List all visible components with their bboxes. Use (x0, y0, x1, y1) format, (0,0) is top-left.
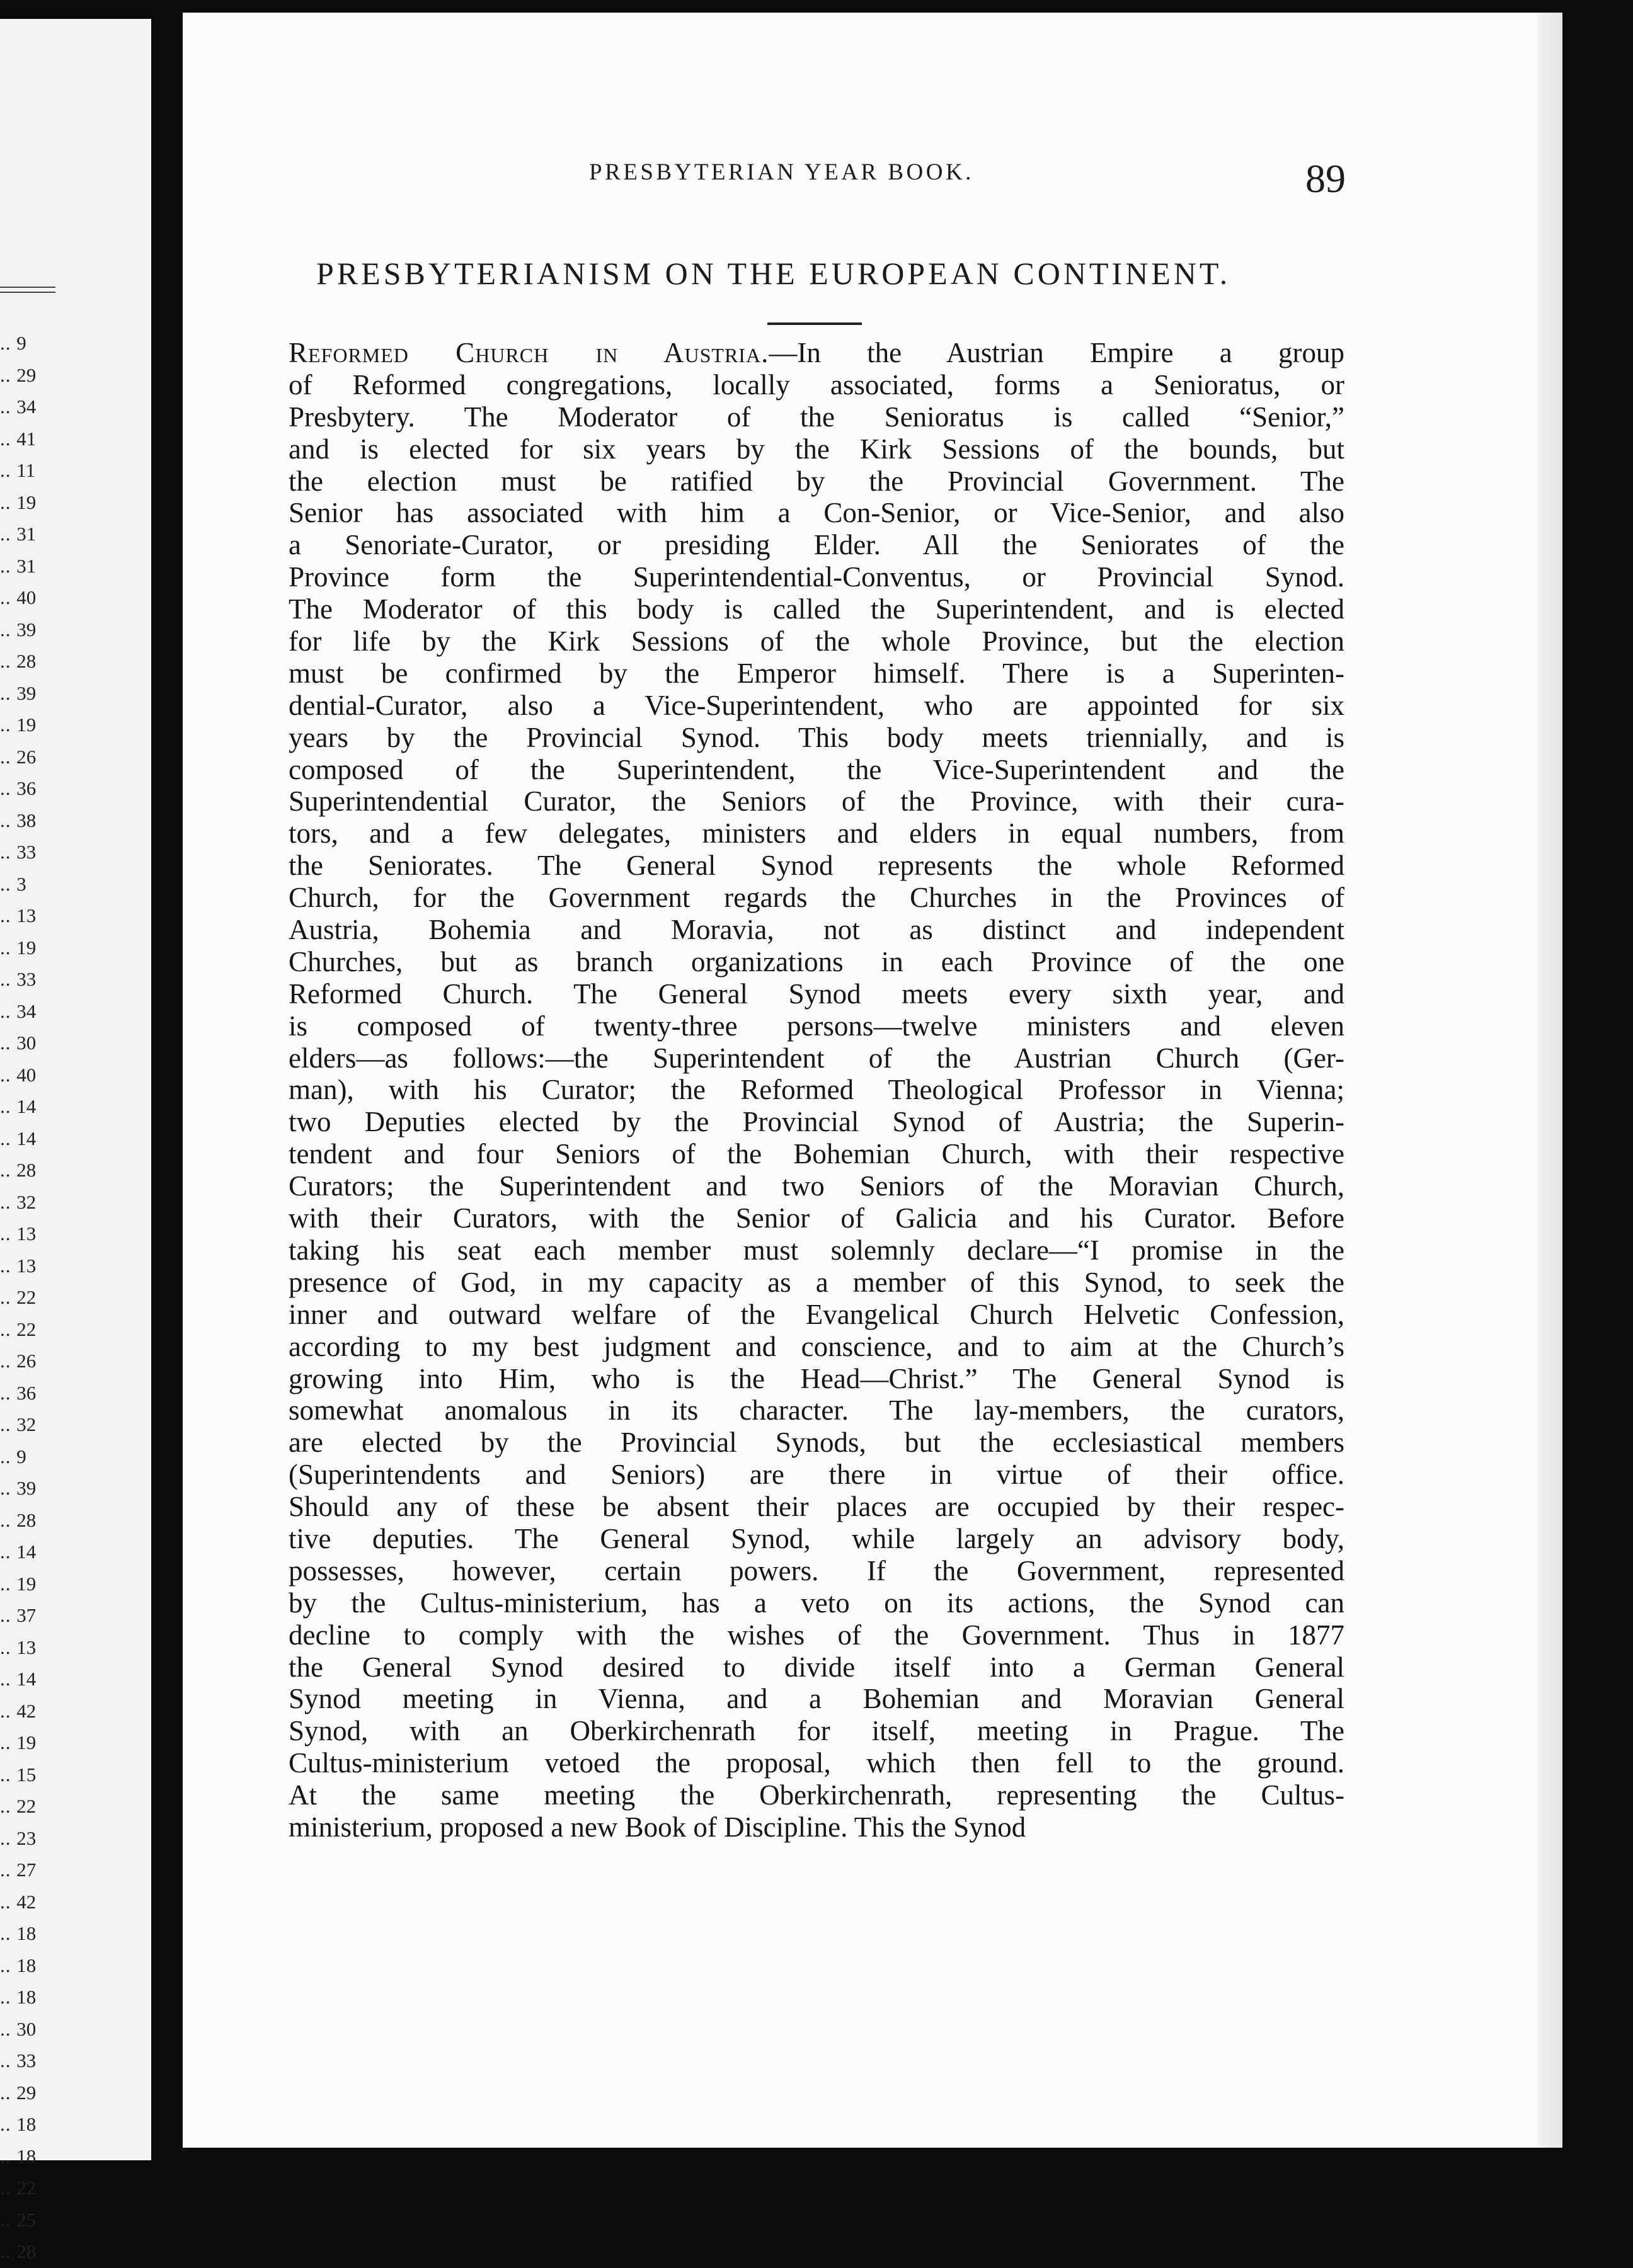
text-line-content: —In the Austrian Empire a group (769, 337, 1344, 368)
facing-page-number (0, 391, 60, 423)
facing-page-number (0, 1918, 60, 1950)
facing-page-number-value: 14 (16, 1127, 37, 1149)
facing-page-number-value: 22 (16, 1286, 37, 1308)
leader-dots: .. (0, 1890, 17, 1913)
leader-dots: .. (0, 1190, 17, 1213)
facing-page-rule (0, 287, 55, 293)
facing-page-number-value: 19 (16, 1731, 37, 1753)
title-rule (767, 322, 862, 325)
leader-dots: .. (0, 1127, 17, 1149)
facing-page-number-value: 3 (16, 872, 26, 895)
facing-page-number (0, 1314, 60, 1346)
text-line: of Reformed congregations, locally associated, forms a Senioratus, or (289, 368, 1344, 401)
facing-page-number (0, 1536, 60, 1568)
facing-page-number-value: 32 (16, 1413, 37, 1435)
leader-dots: .. (0, 1063, 17, 1086)
facing-page-number-value: 22 (16, 2177, 37, 2199)
facing-page-number-value: 25 (16, 2208, 37, 2231)
facing-page-number-value: 22 (16, 1795, 37, 1817)
facing-page-number (0, 550, 60, 583)
leader-dots: .. (0, 1413, 17, 1435)
text-line: the General Synod desired to divide itself into a German General (289, 1651, 1344, 1683)
leader-dots: .. (0, 1508, 17, 1531)
facing-page-number (0, 646, 60, 678)
facing-page-number (0, 932, 60, 964)
leader-dots: .. (0, 1731, 17, 1753)
text-line: according to my best judgment and conscience, and to aim at the Church’s (289, 1330, 1344, 1362)
leader-dots: .. (0, 650, 17, 672)
text-line: two Deputies elected by the Provincial Synod of Austria; the Superin- (289, 1106, 1344, 1138)
leader-dots: .. (0, 1350, 17, 1372)
leader-dots: .. (0, 363, 17, 386)
leader-dots: .. (0, 1445, 17, 1467)
facing-page-number (0, 741, 60, 773)
facing-page-number (0, 2204, 60, 2237)
text-line: Cultus-ministerium vetoed the proposal, which then fell to the ground. (289, 1747, 1344, 1779)
page-number: 89 (1305, 156, 1346, 201)
facing-page-number-value: 38 (16, 809, 37, 831)
leader-dots: .. (0, 2240, 17, 2262)
leader-dots: .. (0, 1095, 17, 1117)
facing-page-number (0, 1600, 60, 1632)
leader-dots: .. (0, 2145, 17, 2167)
facing-page-number-value: 14 (16, 1095, 37, 1117)
facing-page-number-value: 18 (16, 2145, 37, 2167)
article-body (289, 337, 1344, 1843)
facing-page-number (0, 1823, 60, 1855)
leader-dots: .. (0, 618, 17, 641)
facing-page-number (0, 1187, 60, 1219)
leader-dots: .. (0, 2113, 17, 2135)
facing-page-number-value: 42 (16, 1699, 37, 1722)
facing-page-number-value: 19 (16, 491, 37, 513)
text-line: Churches, but as branch organizations in each Province of the one (289, 945, 1344, 977)
leader-dots: .. (0, 396, 17, 418)
facing-page-number-value: 9 (16, 332, 26, 354)
facing-page-number-value: 13 (16, 1254, 37, 1277)
facing-page-number-value: 32 (16, 1190, 37, 1213)
facing-page-number (0, 964, 60, 996)
text-line: are elected by the Provincial Synods, but the ecclesiastical members (289, 1427, 1344, 1459)
facing-page-number (0, 773, 60, 805)
facing-page-number (0, 709, 60, 741)
leader-dots: .. (0, 523, 17, 545)
text-line: and is elected for six years by the Kirk Sessions of the bounds, but (289, 433, 1344, 465)
facing-page-number (0, 1663, 60, 1695)
facing-page-number (0, 1695, 60, 1728)
leader-dots: .. (0, 1922, 17, 1944)
leader-dots: .. (0, 2208, 17, 2231)
facing-page-number-value: 31 (16, 554, 37, 577)
leader-dots: .. (0, 2081, 17, 2104)
text-line: decline to comply with the wishes of the Government. Thus in 1877 (289, 1619, 1344, 1651)
facing-page-number-value: 31 (16, 523, 37, 545)
leader-dots: .. (0, 809, 17, 831)
running-header: PRESBYTERIAN YEAR BOOK. (589, 159, 974, 185)
text-line: (Superintendents and Seniors) are there in virtue of their office. (289, 1459, 1344, 1491)
facing-page-number-value: 29 (16, 363, 37, 386)
facing-page-number (0, 1950, 60, 1982)
text-line: possesses, however, certain powers. If the Government, represented (289, 1554, 1344, 1587)
facing-page-number (0, 805, 60, 837)
leader-dots: .. (0, 1604, 17, 1626)
facing-page-number (0, 2014, 60, 2046)
leader-dots: .. (0, 1318, 17, 1340)
text-line: Province form the Superintendential-Conventus, or Provincial Synod. (289, 561, 1344, 593)
page-edge-shadow (1537, 13, 1562, 2148)
facing-page-number-value: 18 (16, 1922, 37, 1944)
facing-page-number (0, 518, 60, 550)
leader-dots: .. (0, 714, 17, 736)
facing-page-number-value: 27 (16, 1859, 37, 1881)
facing-page-number (0, 1981, 60, 2014)
leader-dots: .. (0, 1541, 17, 1563)
leader-dots: .. (0, 1986, 17, 2008)
facing-page-number (0, 1377, 60, 1410)
facing-page-number (0, 996, 60, 1028)
facing-page-number-value: 42 (16, 1890, 37, 1913)
leader-dots: .. (0, 554, 17, 577)
facing-page-number (0, 1759, 60, 1791)
facing-page-number-value: 14 (16, 1541, 37, 1563)
facing-page-number-value: 18 (16, 1986, 37, 2008)
facing-page-number (0, 1091, 60, 1123)
text-line: the election must be ratified by the Provincial Government. The (289, 465, 1344, 497)
facing-page-number (0, 582, 60, 614)
facing-page-number (0, 423, 60, 455)
facing-page-number-value: 28 (16, 1508, 37, 1531)
facing-page (0, 19, 151, 2262)
leader-dots: .. (0, 459, 17, 481)
text-line: a Senoriate-Curator, or presiding Elder. All the Seniorates of the (289, 529, 1344, 561)
leader-dots: .. (0, 586, 17, 608)
text-line: tors, and a few delegates, ministers and elders in equal numbers, from (289, 818, 1344, 850)
facing-page-number (0, 614, 60, 646)
facing-page-number-value: 23 (16, 1826, 37, 1849)
text-line: tendent and four Seniors of the Bohemian Church, with their respective (289, 1138, 1344, 1170)
text-line: is composed of twenty-three persons—twelve ministers and eleven (289, 1010, 1344, 1042)
text-line: tive deputies. The General Synod, while largely an advisory body, (289, 1522, 1344, 1554)
text-line: years by the Provincial Synod. This body meets triennially, and is (289, 721, 1344, 753)
leader-dots: .. (0, 1826, 17, 1849)
leader-dots: .. (0, 1159, 17, 1181)
facing-page-number-value: 40 (16, 1063, 37, 1086)
facing-page-number (0, 1345, 60, 1377)
facing-page-number (0, 869, 60, 901)
facing-page-number (0, 1218, 60, 1250)
facing-page-number (0, 1727, 60, 1759)
text-line: somewhat anomalous in its character. The lay-members, the curators, (289, 1394, 1344, 1427)
facing-page-number (0, 1791, 60, 1823)
facing-page-number (0, 1154, 60, 1187)
facing-page-index-column (0, 328, 60, 2268)
facing-page-number (0, 1250, 60, 1282)
leader-dots: .. (0, 1222, 17, 1245)
facing-page-number-value: 18 (16, 1954, 37, 1976)
facing-page-number-value: 13 (16, 1222, 37, 1245)
facing-page-number-value: 37 (16, 1604, 37, 1626)
facing-page-number (0, 1059, 60, 1091)
facing-page-number-value: 13 (16, 1636, 37, 1658)
facing-page-number-value: 14 (16, 1668, 37, 1690)
facing-page-number-value: 36 (16, 777, 37, 799)
text-line: the Seniorates. The General Synod represents the whole Reformed (289, 850, 1344, 882)
text-line: growing into Him, who is the Head—Christ.” The General Synod is (289, 1362, 1344, 1394)
leader-dots: .. (0, 332, 17, 354)
leader-dots: .. (0, 1477, 17, 1499)
facing-page-number-value: 19 (16, 714, 37, 736)
facing-page-number-value: 28 (16, 1159, 37, 1181)
facing-page-number-value: 22 (16, 1318, 37, 1340)
leader-dots: .. (0, 968, 17, 990)
facing-page-number-value: 33 (16, 2049, 37, 2071)
facing-page-number-value: 34 (16, 396, 37, 418)
text-line: Church, for the Government regards the Churches in the Provinces of (289, 882, 1344, 914)
text-line: by the Cultus-ministerium, has a veto on its actions, the Synod can (289, 1587, 1344, 1619)
facing-page-number (0, 900, 60, 932)
facing-page-number-value: 39 (16, 681, 37, 704)
text-line: with their Curators, with the Senior of Galicia and his Curator. Before (289, 1202, 1344, 1234)
facing-page-number (0, 1568, 60, 1600)
facing-page-number (0, 455, 60, 487)
leader-dots: .. (0, 1381, 17, 1404)
facing-page-number (0, 678, 60, 710)
text-line: Synod meeting in Vienna, and a Bohemian and Moravian General (289, 1683, 1344, 1715)
facing-page-number-value: 30 (16, 2017, 37, 2040)
text-line: Should any of these be absent their places are occupied by their respec- (289, 1491, 1344, 1523)
facing-page-number-value: 19 (16, 936, 37, 959)
leader-dots: .. (0, 777, 17, 799)
facing-page-number-value: 36 (16, 1381, 37, 1404)
facing-page-number (0, 1282, 60, 1314)
text-line: Superintendential Curator, the Seniors of the Province, with their cura- (289, 785, 1344, 818)
text-line: Synod, with an Oberkirchenrath for itself, meeting in Prague. The (289, 1715, 1344, 1747)
facing-page-number (0, 1123, 60, 1155)
facing-page-number-value: 34 (16, 1000, 37, 1022)
leader-dots: .. (0, 1000, 17, 1022)
facing-page-number-value: 39 (16, 1477, 37, 1499)
facing-page-number-value: 11 (16, 459, 36, 481)
facing-page-number-value: 19 (16, 1572, 37, 1595)
leader-dots: .. (0, 1636, 17, 1658)
leader-dots: .. (0, 904, 17, 926)
text-line: taking his seat each member must solemnly declare—“I promise in the (289, 1234, 1344, 1266)
text-line: composed of the Superintendent, the Vice-Superintendent and the (289, 753, 1344, 785)
leader-dots: .. (0, 1954, 17, 1976)
text-line: At the same meeting the Oberkirchenrath, representing the Cultus- (289, 1779, 1344, 1811)
facing-page-number-value: 13 (16, 904, 37, 926)
facing-page-number-value: 18 (16, 2113, 37, 2135)
facing-page-number-value: 33 (16, 841, 37, 863)
leader-dots: .. (0, 841, 17, 863)
facing-page-number (0, 2141, 60, 2173)
facing-page-number (0, 1505, 60, 1537)
facing-page-number-value: 33 (16, 968, 37, 990)
facing-page-number (0, 360, 60, 392)
facing-page-number-value: 28 (16, 2240, 37, 2262)
text-line: elders—as follows:—the Superintendent of the Austrian Church (Ger- (289, 1042, 1344, 1074)
facing-page-number-value: 29 (16, 2081, 37, 2104)
facing-page-number-value: 26 (16, 1350, 37, 1372)
facing-page-number-value: 26 (16, 745, 37, 768)
text-line: man), with his Curator; the Reformed Theological Professor in Vienna; (289, 1074, 1344, 1106)
text-line: Curators; the Superintendent and two Seniors of the Moravian Church, (289, 1170, 1344, 1202)
leader-dots: .. (0, 1859, 17, 1881)
facing-page-number (0, 2109, 60, 2141)
leader-dots: .. (0, 2017, 17, 2040)
leader-dots: .. (0, 1572, 17, 1595)
leader-dots: .. (0, 1795, 17, 1817)
leader-dots: .. (0, 1286, 17, 1308)
facing-page-number (0, 1473, 60, 1505)
text-line (289, 337, 1344, 369)
facing-page-number (0, 836, 60, 869)
leader-dots: .. (0, 1668, 17, 1690)
leader-dots: .. (0, 491, 17, 513)
leader-dots: .. (0, 427, 17, 450)
facing-page-number-value: 40 (16, 586, 37, 608)
facing-page-number (0, 1632, 60, 1664)
facing-page-number (0, 2045, 60, 2077)
leader-dots: .. (0, 872, 17, 895)
text-line: must be confirmed by the Emperor himself. There is a Superinten- (289, 657, 1344, 689)
facing-page-number-value: 39 (16, 618, 37, 641)
text-line: Senior has associated with him a Con-Senior, or Vice-Senior, and also (289, 497, 1344, 529)
facing-page-number (0, 1854, 60, 1886)
text-line: dential-Curator, also a Vice-Superintendent, who are appointed for six (289, 689, 1344, 721)
facing-page-number (0, 487, 60, 519)
leader-dots: .. (0, 1699, 17, 1722)
text-line: Reformed Church. The General Synod meets every sixth year, and (289, 977, 1344, 1010)
facing-page-number-value: 28 (16, 650, 37, 672)
book-page (183, 13, 1562, 2148)
text-line: ministerium, proposed a new Book of Discipline. This the Synod (289, 1811, 1026, 1843)
leader-dots: .. (0, 745, 17, 768)
facing-page-number (0, 1886, 60, 1918)
facing-page-number (0, 1027, 60, 1059)
text-line: The Moderator of this body is called the Superintendent, and is elected (289, 593, 1344, 625)
leader-dots: .. (0, 1032, 17, 1054)
text-line: Presbytery. The Moderator of the Senioratus is called “Senior,” (289, 401, 1344, 433)
facing-page-number-value: 15 (16, 1763, 37, 1786)
section-lead-in: Reformed Church in Austria. (289, 337, 769, 368)
facing-page-number (0, 2236, 60, 2268)
facing-page-number (0, 2077, 60, 2109)
text-line: for life by the Kirk Sessions of the whole Province, but the election (289, 625, 1344, 658)
facing-page-number (0, 2172, 60, 2204)
facing-page-number (0, 1441, 60, 1473)
facing-page-number-value: 41 (16, 427, 37, 450)
facing-page-number-value: 30 (16, 1032, 37, 1054)
facing-page-number (0, 1409, 60, 1441)
leader-dots: .. (0, 936, 17, 959)
text-line: presence of God, in my capacity as a member of this Synod, to seek the (289, 1266, 1344, 1298)
facing-page-number (0, 328, 60, 360)
leader-dots: .. (0, 2177, 17, 2199)
leader-dots: .. (0, 1763, 17, 1786)
facing-page-number-value: 9 (16, 1445, 26, 1467)
leader-dots: .. (0, 681, 17, 704)
text-line: inner and outward welfare of the Evangelical Church Helvetic Confession, (289, 1298, 1344, 1330)
leader-dots: .. (0, 1254, 17, 1277)
text-line: Austria, Bohemia and Moravia, not as distinct and independent (289, 914, 1344, 946)
article-title: PRESBYTERIANISM ON THE EUROPEAN CONTINENT. (316, 256, 1231, 291)
leader-dots: .. (0, 2049, 17, 2071)
